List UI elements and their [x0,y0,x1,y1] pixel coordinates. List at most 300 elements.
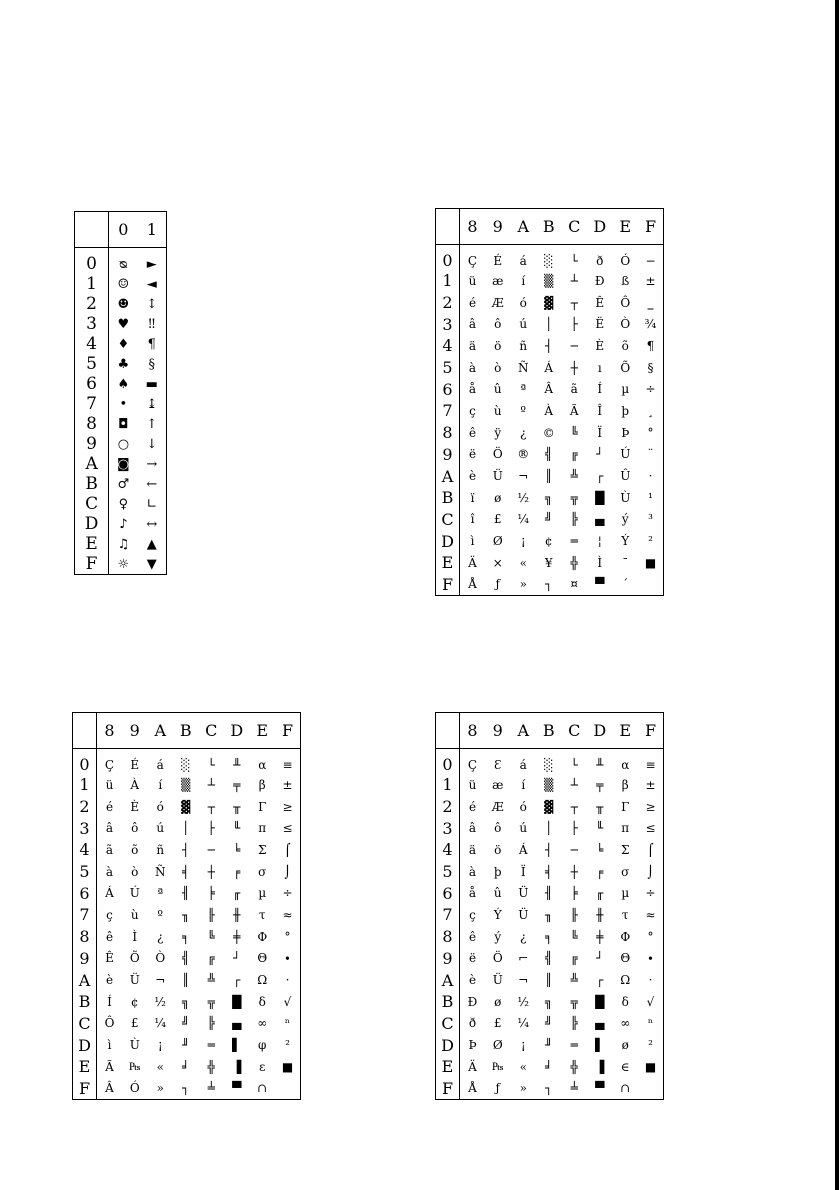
table-row [436,991,664,1013]
glyph-cell: ╬ [570,555,578,570]
glyph-cell: ú [519,317,528,332]
glyph-cell: ² [285,1038,290,1053]
table-row [436,926,664,948]
glyph-cell: ┘ [596,951,604,966]
glyph-cell: ┬ [570,799,578,814]
row-header: E [436,552,460,574]
glyph-cell: ø [621,1038,629,1053]
table-row [73,1056,301,1078]
glyph-cell: ö [494,842,502,857]
glyph-cell: ↑ [146,416,158,432]
row-header: B [75,474,109,494]
glyph-cell: ò [494,360,502,375]
glyph-cell: ≥ [645,799,656,814]
glyph-cell: σ [621,864,630,879]
table-row [73,969,301,991]
row-header: C [73,1013,97,1035]
glyph-cell: ╥ [233,799,241,814]
row-header: 2 [436,796,460,818]
table-row [75,354,167,374]
table-row [436,378,664,400]
row-header: D [73,1034,97,1056]
table-row [73,861,301,883]
glyph-cell: á [519,253,527,268]
glyph-cell: ☼ [117,556,130,572]
glyph-cell: ý [494,929,502,944]
table-row [75,554,167,575]
glyph-cell: ░ [544,757,554,772]
glyph-cell: ▀ [595,1081,605,1096]
glyph-cell: ┴ [207,777,215,792]
glyph-cell: â [468,317,477,332]
glyph-cell: ╩ [207,973,215,988]
glyph-cell: Þ [468,1038,477,1053]
glyph-cell: ╟ [207,907,215,922]
glyph-cell: ╝ [545,1016,553,1031]
glyph-cell: ╝ [545,512,553,527]
row-header: 4 [75,334,109,354]
table-row [436,839,664,861]
glyph-cell: · [648,973,653,988]
glyph-cell: ¶ [147,336,156,352]
glyph-cell: ù [493,403,502,418]
glyph-cell: ╕ [545,929,553,944]
glyph-cell: ≡ [282,757,293,772]
glyph-cell: ê [105,929,114,944]
glyph-cell: ô [494,821,502,836]
glyph-cell: À [544,403,554,418]
table-row [436,1013,664,1035]
glyph-cell: ε [259,1059,266,1074]
row-header: 4 [436,839,460,861]
glyph-cell: ╤ [596,777,604,792]
table-row [75,248,167,275]
row-header: C [436,1013,460,1035]
glyph-cell: ■ [644,1059,657,1074]
glyph-cell: α [258,757,267,772]
glyph-cell: ← [146,476,158,492]
glyph-cell: ∙ [284,951,291,966]
column-header: 8 [460,209,486,245]
glyph-cell: ¯ [622,555,629,570]
glyph-cell: Φ [257,929,268,944]
glyph-cell: ó [519,799,527,814]
glyph-cell: ▀ [595,577,605,592]
glyph-cell: è [468,469,477,484]
glyph-cell: ▓ [181,799,191,814]
glyph-cell: Ç [104,757,115,772]
glyph-cell: ▄ [232,1016,242,1031]
glyph-cell: ╦ [570,490,578,505]
glyph-cell: ö [494,338,502,353]
row-header: 8 [75,414,109,434]
glyph-cell: µ [621,886,630,901]
glyph-cell: ▐ [232,1059,242,1074]
row-header: 1 [436,270,460,292]
glyph-cell: à [105,864,114,879]
table-row [436,292,664,314]
glyph-cell: ├ [570,821,578,836]
glyph-cell: ▌ [232,1038,242,1053]
glyph-cell: ù [130,907,139,922]
column-header: D [224,713,250,749]
table-row [73,1034,301,1056]
glyph-cell: Á [518,842,528,857]
row-header: 7 [73,904,97,926]
table-row [436,335,664,357]
glyph-cell: º [157,907,164,922]
glyph-cell: ♥ [117,316,130,332]
glyph-cell: ã [105,842,114,857]
row-header: 8 [436,422,460,444]
glyph-cell: ∩ [620,1081,631,1096]
glyph-cell: ì [470,534,475,549]
glyph-cell: ▓ [544,295,554,310]
glyph-cell: Ý [493,907,502,922]
glyph-cell: ü [105,777,114,792]
column-header: B [536,713,562,749]
code-table-p2 [435,208,664,596]
table-row [436,882,664,904]
glyph-cell: Î [597,403,603,418]
glyph-cell: │ [545,317,553,332]
glyph-cell: ⁿ [284,1016,291,1031]
table-row [73,774,301,796]
row-header: 6 [75,374,109,394]
glyph-cell [638,574,664,596]
glyph-cell: á [156,757,164,772]
glyph-cell: Ɛ [494,757,502,772]
glyph-cell: ≡ [645,757,656,772]
glyph-cell: º [520,403,527,418]
table-row [436,817,664,839]
table-row [73,1078,301,1100]
glyph-cell: ↕ [146,296,158,312]
glyph-cell: Ü [518,886,529,901]
table-row [436,552,664,574]
glyph-cell: Ó [129,1081,140,1096]
column-header: 1 [138,212,167,248]
table-row [75,474,167,494]
row-header: B [436,487,460,509]
glyph-cell: ═ [570,1038,578,1053]
glyph-cell: Ω [257,973,268,988]
glyph-cell: Σ [621,842,630,857]
glyph-cell: ± [645,273,656,288]
glyph-cell: ┴ [570,273,578,288]
row-header: 9 [436,444,460,466]
glyph-cell: Æ [491,799,504,814]
glyph-cell: ƒ [495,577,500,592]
table-row [436,465,664,487]
table-row [436,1078,664,1100]
glyph-cell: █ [595,490,605,505]
glyph-cell: ═ [207,1038,215,1053]
glyph-cell: ╣ [545,951,553,966]
glyph-cell: § [148,356,156,372]
glyph-cell: Φ [620,929,631,944]
glyph-cell: £ [493,1016,502,1031]
glyph-cell: ² [648,1038,653,1053]
glyph-cell: È [595,338,605,353]
table-row [436,245,664,271]
glyph-cell: Ê [595,295,605,310]
row-header: 6 [73,882,97,904]
glyph-cell: Ð [594,273,605,288]
row-header: A [436,465,460,487]
glyph-cell: ‼ [148,316,156,332]
glyph-cell: ♪ [119,516,128,532]
glyph-cell: ñ [519,338,528,353]
glyph-cell: Ï [597,425,603,440]
column-header: 9 [122,713,148,749]
glyph-cell: « [156,1059,164,1074]
column-header: A [511,209,537,245]
glyph-cell: í [521,777,526,792]
glyph-cell: ┌ [596,973,604,988]
glyph-cell: » [156,1081,164,1096]
table-row [436,796,664,818]
glyph-cell: Ô [104,1016,115,1031]
glyph-cell: ø [494,994,502,1009]
glyph-cell: ô [494,317,502,332]
glyph-cell: ╒ [233,864,241,879]
glyph-cell: ¼ [517,1016,530,1031]
glyph-cell: Á [105,886,114,901]
glyph-cell: δ [621,994,629,1009]
glyph-cell: ç [469,907,476,922]
glyph-cell: ╠ [570,1016,578,1031]
glyph-cell: β [621,777,629,792]
glyph-cell: ½ [517,994,530,1009]
glyph-cell: × [492,555,503,570]
row-header: 1 [436,774,460,796]
glyph-cell: ¶ [646,338,655,353]
table-row [436,509,664,531]
glyph-cell: Ì [597,555,603,570]
glyph-cell: Å [468,1081,477,1096]
glyph-cell: ♣ [117,356,130,372]
column-header: B [173,713,199,749]
code-table-p4 [435,712,664,1100]
glyph-cell: Ü [492,469,503,484]
glyph-cell: ╣ [182,951,190,966]
table-row [436,530,664,552]
glyph-cell: É [130,757,140,772]
glyph-cell: ¡ [520,1038,526,1053]
glyph-cell: ï [470,490,475,505]
glyph-cell: ☺ [117,276,130,292]
glyph-cell: ╠ [207,1016,215,1031]
glyph-cell: ý [621,512,629,527]
glyph-cell: ü [468,777,477,792]
glyph-cell: ╫ [233,907,241,922]
glyph-cell: ± [645,777,656,792]
table-row [73,1013,301,1035]
glyph-cell: ¿ [520,929,527,944]
glyph-cell: ╨ [596,757,604,772]
glyph-cell: ≤ [282,821,293,836]
glyph-cell: ╖ [182,907,190,922]
glyph-cell: ∟ [146,496,158,512]
glyph-cell: ç [469,403,476,418]
glyph-cell: ╪ [233,929,241,944]
glyph-cell: Æ [491,295,504,310]
row-header: E [75,534,109,554]
glyph-cell: ╕ [182,929,190,944]
glyph-cell: Á [544,360,554,375]
glyph-cell: Í [597,382,603,397]
column-header-row [436,713,664,749]
row-header: F [436,574,460,596]
table-row [73,926,301,948]
glyph-cell: ≤ [645,821,656,836]
column-header: A [148,713,174,749]
glyph-cell: ╔ [570,447,578,462]
glyph-cell: ╡ [182,864,190,879]
glyph-cell [638,1078,664,1100]
glyph-cell: Ü [518,907,529,922]
column-header: F [275,713,301,749]
row-header: F [73,1078,97,1100]
row-header: 3 [436,313,460,335]
table-row [436,749,664,775]
glyph-cell: ╝ [182,1016,190,1031]
glyph-cell: ╦ [207,994,215,1009]
glyph-cell: Ú [620,447,631,462]
column-header: E [250,713,276,749]
glyph-cell: ü [468,273,477,288]
glyph-cell: Ç [467,253,478,268]
glyph-cell: Ü [129,973,140,988]
glyph-cell: ▐ [595,1059,605,1074]
glyph-cell: ╒ [596,864,604,879]
glyph-cell: ª [157,886,164,901]
glyph-cell: ↓ [146,436,158,452]
column-header-row [436,209,664,245]
glyph-cell: ╘ [596,842,604,857]
glyph-cell: ╚ [207,929,215,944]
table-row [436,1056,664,1078]
glyph-cell: ô [131,821,139,836]
glyph-cell: ⌠ [284,842,291,857]
glyph-cell: ◘ [118,416,129,432]
glyph-cell: ╠ [570,512,578,527]
column-header-row [73,713,301,749]
glyph-cell: ┐ [545,577,553,592]
glyph-cell: ≈ [645,907,656,922]
table-row [75,334,167,354]
column-header: D [587,209,613,245]
table-row [73,796,301,818]
glyph-cell: ▓ [544,799,554,814]
glyph-cell: ╔ [207,951,215,966]
glyph-cell: Û [620,469,631,484]
glyph-cell: ╚ [570,425,578,440]
glyph-cell: ╗ [545,994,553,1009]
glyph-cell: § [647,360,654,375]
glyph-cell: ░ [181,757,191,772]
table-row [73,882,301,904]
table-row [73,817,301,839]
glyph-cell: ∈ [620,1059,630,1074]
row-header: 7 [436,904,460,926]
glyph-cell: └ [570,253,578,268]
glyph-cell: ♦ [117,336,130,352]
glyph-cell: ╛ [182,1059,190,1074]
glyph-cell: ¬ [518,973,529,988]
row-header: 9 [75,434,109,454]
glyph-cell: ╜ [545,1038,553,1053]
glyph-cell: β [258,777,266,792]
table-row [436,574,664,596]
glyph-cell: ¼ [517,512,530,527]
glyph-cell: │ [182,821,190,836]
code-table-p1 [74,211,167,575]
glyph-cell: ┬ [207,799,215,814]
glyph-cell: Ò [155,951,166,966]
glyph-cell: ┤ [182,842,190,857]
glyph-cell: █ [595,994,605,1009]
glyph-cell: ¾ [644,317,657,332]
table-row [75,514,167,534]
glyph-cell: φ [258,1038,267,1053]
glyph-cell: Γ [621,799,630,814]
row-header: 5 [436,861,460,883]
table-row [75,494,167,514]
glyph-cell: ° [284,929,291,944]
table-row [75,314,167,334]
glyph-cell: α [621,757,630,772]
glyph-cell: ▲ [146,536,157,552]
row-header: A [75,454,109,474]
glyph-cell: ᴓ [119,256,128,272]
glyph-cell: ╢ [545,886,553,901]
row-header: 3 [73,817,97,839]
glyph-cell: ─ [570,842,578,857]
glyph-cell: à [468,864,477,879]
glyph-cell: Ô [620,295,631,310]
glyph-cell: ► [146,256,157,272]
column-header: E [613,209,639,245]
column-header: A [511,713,537,749]
glyph-cell: ä [468,338,477,353]
glyph-cell: ↨ [146,396,158,412]
glyph-cell: ┤ [545,842,553,857]
glyph-cell: ╙ [596,821,604,836]
glyph-cell: ◙ [117,456,130,472]
table-row [73,904,301,926]
glyph-cell: ◄ [146,276,157,292]
glyph-cell: ■ [644,555,657,570]
row-header: 0 [75,248,109,275]
glyph-cell: ú [519,821,528,836]
glyph-cell: µ [621,382,630,397]
glyph-cell: Ý [621,534,630,549]
glyph-cell: ª [520,382,527,397]
table-row [75,294,167,314]
glyph-cell: ╔ [570,951,578,966]
table-row [436,1034,664,1056]
table-row [73,839,301,861]
row-header: 5 [75,354,109,374]
glyph-cell: ½ [154,994,167,1009]
column-header: 9 [485,713,511,749]
glyph-cell: ¡ [520,534,526,549]
row-header: 2 [73,796,97,818]
glyph-cell: ç [106,907,113,922]
glyph-cell: • [119,396,128,412]
